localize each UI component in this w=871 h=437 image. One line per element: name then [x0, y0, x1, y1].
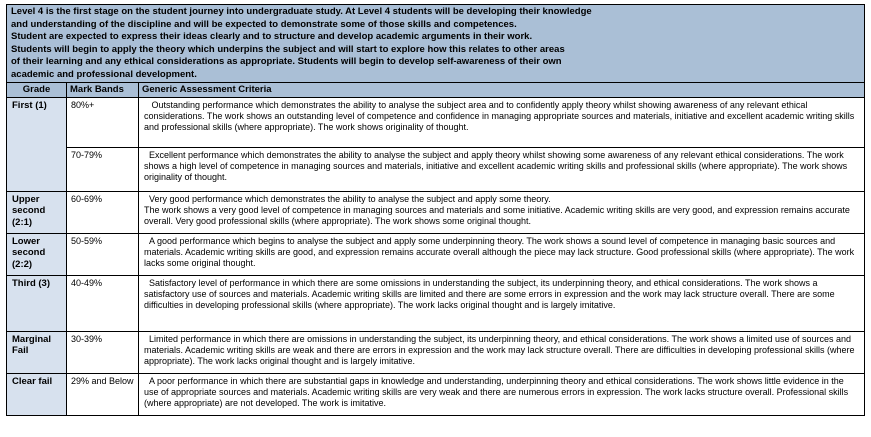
intro-line: Student are expected to express their ideas clearly and to structure and develop academic arguments in their work. — [11, 31, 533, 42]
intro-row — [7, 5, 865, 83]
criteria-cell — [139, 97, 865, 147]
criteria-cell — [139, 233, 865, 275]
intro-text — [7, 5, 865, 83]
assessment-criteria-document — [6, 4, 864, 416]
grade-header: Grade — [7, 83, 67, 98]
criteria-cell — [139, 191, 865, 233]
criteria-text: Limited performance in which there are omissions in understanding the subject, its underpinning theory, and ethical considerations. The work shows a limited use of sources and materials. Academic writing skills are weak and there are errors in expression and the work may lack structure overall. There are difficulties in developing professional skills (where appropriate). The work lacks original thought and is largely imitative. — [144, 333, 855, 367]
table-row — [7, 275, 865, 331]
assessment-criteria-table — [6, 4, 865, 416]
intro-line: and understanding of the discipline and will be expected to demonstrate some of those skills and competences. — [11, 18, 517, 30]
mark-band-cell: 50-59% — [67, 233, 139, 275]
grade-cell: Lower second (2:2) — [7, 233, 67, 275]
mark-band-cell: 80%+ — [67, 97, 139, 147]
table-row — [7, 147, 865, 191]
intro-line: Level 4 is the first stage on the student journey into undergraduate study. At Level 4 students will be developing their knowledge — [11, 6, 592, 17]
mark-band-cell: 30-39% — [67, 331, 139, 373]
criteria-text: Satisfactory level of performance in which there are some omissions in understanding the subject, its underpinning theory, and ethical considerations. The work shows a satisfactory use of sources and materials. Academic writing skills are limited and there are some errors in expression and the work may lack structure overall. There are some difficulties in developing professional skills (where appropriate). The work lacks original thought and is largely imitative. — [144, 277, 835, 311]
table-row — [7, 97, 865, 147]
mark-band-cell: 70-79% — [67, 147, 139, 191]
table-row — [7, 373, 865, 415]
mark-band-cell: 29% and Below — [67, 373, 139, 415]
table-row — [7, 233, 865, 275]
criteria-text-continued: The work shows a very good level of competence in managing sources and materials and some initiative. Academic writing skills are very good, and expression remains accurate overall. Very good professional skills (where appropriate). The work shows some original thought. — [144, 204, 850, 227]
criteria-text: Excellent performance which demonstrates the ability to analyse the subject and apply theory whilst showing some awareness of any relevant ethical considerations. The work shows a high level of competence in managing sources and materials, initiative and excellent academic writing skills and professional skills (where appropriate). The work shows originality of thought. — [144, 149, 848, 183]
mark-band-cell: 40-49% — [67, 275, 139, 331]
table-row — [7, 191, 865, 233]
criteria-header: Generic Assessment Criteria — [139, 83, 865, 98]
criteria-cell — [139, 147, 865, 191]
mark-bands-header: Mark Bands — [67, 83, 139, 98]
intro-line: Students will begin to apply the theory which underpins the subject and will start to explore how this relates to other areas — [11, 43, 565, 55]
criteria-cell — [139, 331, 865, 373]
intro-line: academic and professional development. — [11, 68, 197, 80]
table-row — [7, 331, 865, 373]
header-row — [7, 83, 865, 98]
grade-cell: First (1) — [7, 97, 67, 191]
criteria-text: Outstanding performance which demonstrates the ability to analyse the subject area and to confidently apply theory whilst showing awareness of any relevant ethical considerations. The work shows an outstanding level of competence and confidence in managing appropriate sources and materials, initiative and excellent academic writing skills and professional skills (where appropriate). The work shows originality of thought. — [144, 99, 855, 133]
criteria-text: A poor performance in which there are substantial gaps in knowledge and understanding, underpinning theory and ethical considerations. The work shows little evidence in the use of appropriate sources and materials. Academic writing skills are very weak and there are numerous errors in expression. The work lacks structure overall. Professional skills (where appropriate) are not developed. The work is imitative. — [144, 375, 849, 409]
criteria-cell — [139, 275, 865, 331]
criteria-text: Very good performance which demonstrates the ability to analyse the subject and apply some theory. — [149, 193, 551, 204]
intro-line: of their learning and any ethical considerations as appropriate. Students will begin to develop self-awareness of their own — [11, 56, 562, 67]
grade-cell: Upper second (2:1) — [7, 191, 67, 233]
grade-cell: Third (3) — [7, 275, 67, 331]
grade-cell: Clear fail — [7, 373, 67, 415]
criteria-cell — [139, 373, 865, 415]
mark-band-cell: 60-69% — [67, 191, 139, 233]
criteria-text: A good performance which begins to analyse the subject and apply some underpinning theory. The work shows a sound level of competence in managing basic sources and materials. Academic writing skills are good, and expression remains accurate overall although the piece may lack structure. Good professional skills (where appropriate). The work lacks some original thought. — [144, 235, 855, 269]
grade-cell: Marginal Fail — [7, 331, 67, 373]
